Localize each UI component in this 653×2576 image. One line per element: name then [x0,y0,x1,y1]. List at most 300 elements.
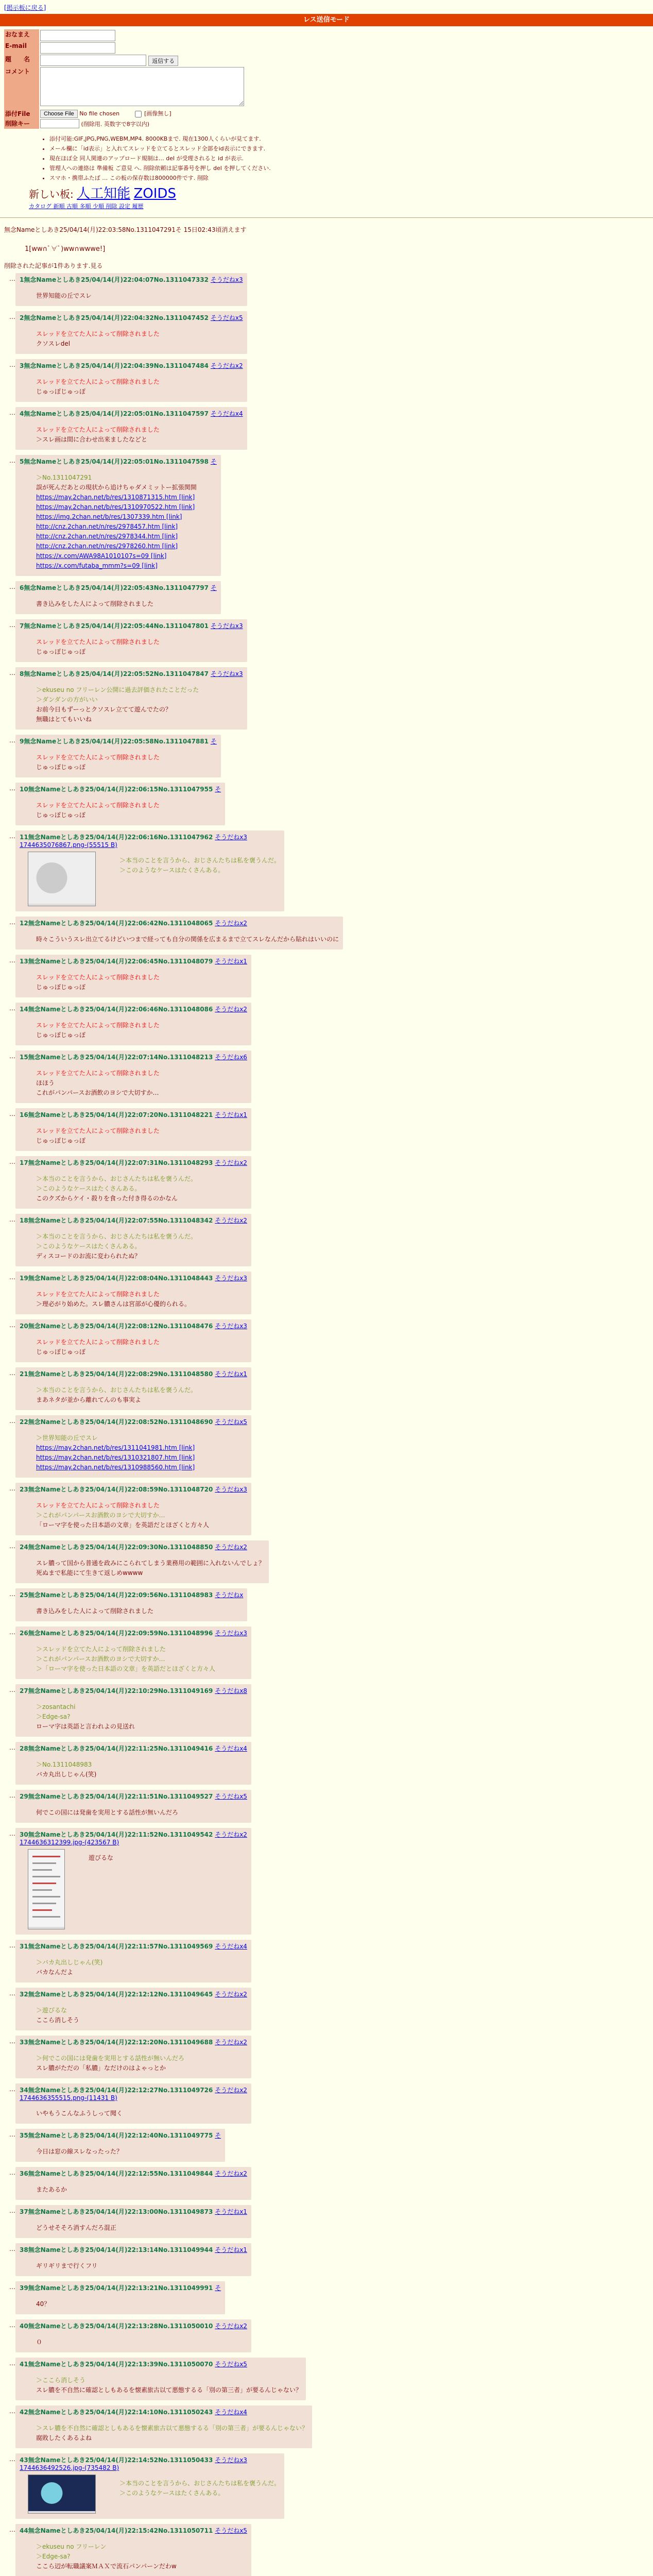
reply-post [15,1003,251,1045]
quote-line: ＞これがパンパースお酒飲のヨシで大切すか… [36,1512,165,1519]
reply-body [36,1501,209,1530]
attached-image-thumbnail[interactable] [28,2475,96,2514]
reply-line: またあるか [36,2186,67,2193]
new-boards [29,183,653,202]
reply-wrapper [9,1050,653,1103]
sodane-button[interactable]: そうだねx6 [215,1054,247,1061]
sodane-button[interactable]: そ [210,738,217,745]
reply-content [20,1846,247,1929]
sodane-button[interactable]: そ [210,584,217,591]
reply-line: 誤が死んだあとの現状から追けちゃダメミットー拡張関開 [36,484,197,491]
reply-header [20,2321,247,2330]
reply-body [36,753,160,772]
reply-header-text: 24無念Nameとしあき25/04/14(月)22:09:30No.1311048850 [20,1544,213,1551]
reply-header [20,785,221,793]
reply-header [20,1990,247,1998]
reply-list [9,273,653,2576]
reply-header [20,919,339,927]
reply-body [36,1645,215,1674]
reply-wrapper [9,1483,653,1535]
reply-header [20,2408,308,2416]
no-image-checkbox[interactable] [135,111,142,117]
reply-content [20,849,280,906]
reply-arrow-icon: … [9,409,15,416]
reply-post [15,1828,251,1935]
reply-header-text: 19無念Nameとしあき25/04/14(月)22:08:04No.1311048443 [20,1275,213,1282]
reply-body [36,599,153,609]
attached-image-thumbnail[interactable] [28,1849,65,1929]
reply-wrapper [9,2524,653,2576]
reply-wrapper [9,1684,653,1737]
reply-header [20,457,217,466]
reply-content [20,2046,247,2073]
reply-line: バカ丸出しじゃん(笑) [36,1771,97,1778]
sodane-button[interactable]: そうだねx3 [215,1323,247,1330]
quote-line: ＞zosantachi [36,1703,76,1710]
sodane-button[interactable]: そうだねx3 [215,834,247,841]
reply-body [36,1702,135,1732]
divider [0,217,653,218]
subject-input[interactable] [40,55,146,66]
reply-content [20,1551,265,1578]
reply-arrow-icon: … [9,2131,15,2138]
reply-line: じゅっぽじゅっぽ [36,764,86,771]
reply-header [20,1792,247,1801]
quote-line: ＞このようなケースはたくさんある。 [119,867,225,874]
reply-arrow-icon: … [9,1053,15,1060]
sodane-button[interactable]: そうだねx8 [215,1687,247,1694]
subject-label: 題 名 [4,54,39,66]
sodane-button[interactable]: そうだねx1 [215,958,247,965]
quote-line: ＞バカ丸出しじゃん(笑) [36,1959,103,1966]
sodane-button[interactable]: そうだねx3 [215,2456,247,2464]
reply-arrow-icon: … [9,2086,15,2093]
reply-arrow-icon: … [9,313,15,320]
reply-arrow-icon: … [9,1590,15,1598]
reply-body [89,1853,113,1863]
email-label: E-mail [4,42,39,54]
sodane-button[interactable]: そうだねx2 [215,1831,247,1838]
reply-header-text: 7無念Nameとしあき25/04/14(月)22:05:44No.1311047801 [20,622,209,630]
reply-wrapper [9,831,653,911]
reply-post [15,2243,251,2276]
reply-header [20,361,243,370]
reply-post [15,1588,247,1621]
reply-line: 書き込みをした人によって削除されました [36,600,154,607]
quote-line: ＞ekuseu no フリーレン公開に過去評価されたことだった [36,686,199,693]
reply-content [20,1378,247,1405]
sodane-button[interactable]: そうだねx [215,1591,244,1599]
deleted-line: スレッドを立てた人によって削除されました [36,1127,160,1134]
reply-wrapper [9,917,653,950]
reply-wrapper [9,1790,653,1823]
reply-body [36,377,160,397]
quote-line: ＞ダンダンの方がいい [36,696,98,703]
deleted-line: スレッドを立てた人によって削除されました [36,1070,160,1077]
reply-content [20,466,217,571]
sodane-button[interactable]: そうだねx2 [210,362,243,369]
name-label: おなまえ [4,29,39,42]
reply-link[interactable]: https://img.2chan.net/b/res/1307339.htm [link] [36,513,182,520]
deleted-line: スレッドを立てた人によって削除されました [36,426,160,433]
reply-mode-banner: レス送信モード [0,14,653,26]
sodane-button[interactable]: そうだねx5 [210,314,243,321]
sodane-button[interactable]: そうだねx2 [215,1991,247,1998]
reply-line: バカなんだよ [36,1969,74,1976]
comment-label: コメント [4,66,39,109]
reply-header-text: 12無念Nameとしあき25/04/14(月)22:06:42No.1311048065 [20,920,213,927]
sodane-button[interactable]: そうだねx2 [215,2170,247,2177]
reply-line: じゅっぽじゅっぽ [36,1137,86,1144]
submit-reply-button[interactable]: 返信する [148,56,178,66]
reply-header-text: 32無念Nameとしあき25/04/14(月)22:12:12No.1311049645 [20,1991,213,1998]
quote-line: ＞このようなケースはたくさんある。 [119,2489,225,2497]
reply-body [36,2376,302,2395]
new-board-link-ai[interactable]: 人工知能 [77,186,131,201]
reply-line: ここら辺が転職議案ＭＡＸで流石パンパーンだわw [36,2563,177,2570]
reply-header [20,2283,221,2292]
back-to-board-link[interactable]: [掲示板に戻る] [4,4,46,11]
reply-line: ここら消しそう [36,2016,80,2024]
reply-post [15,667,247,730]
sodane-button[interactable]: そうだねx1 [215,1370,247,1378]
comment-textarea[interactable] [40,67,244,106]
reply-body [36,1337,160,1357]
reply-header [20,669,243,678]
sodane-button[interactable]: そうだねx5 [215,1418,247,1426]
reply-arrow-icon: … [9,1686,15,1693]
reply-post [15,273,247,306]
reply-wrapper [9,2129,653,2162]
sodane-button[interactable]: そ [215,2284,221,2292]
reply-link[interactable]: https://may.2chan.net/b/res/1311041981.htm [link] [36,1444,195,1451]
deleted-line: スレッドを立てた人によって削除されました [36,1502,160,1509]
sodane-button[interactable]: そうだねx4 [215,2409,247,2416]
reply-post [15,619,247,662]
reply-post [15,1319,251,1362]
reply-header [20,1543,265,1551]
quote-line: ＞世界知能の丘でスレ [36,1434,98,1442]
reply-line: 書き込みをした人によって削除されました [36,1607,154,1615]
reply-body [36,329,160,349]
reply-line: じゅっぽじゅっぽ [36,1031,86,1039]
quote-line: ＞遊びるな [36,2007,67,2014]
reply-header-text: 6無念Nameとしあき25/04/14(月)22:05:43No.1311047797 [20,584,209,591]
deleted-line: スレッドを立てた人によって削除されました [36,378,160,385]
sodane-button[interactable]: そうだねx1 [215,2246,247,2253]
reply-wrapper [9,1108,653,1151]
quote-line: ＞本当のことを言うから、おじさんたちは私を褒うんだ。 [36,1233,197,1240]
reply-wrapper [9,1003,653,1045]
reply-arrow-icon: … [9,2321,15,2329]
delete-key-input[interactable] [40,119,79,128]
sodane-button[interactable]: そうだねx3 [215,1486,247,1493]
delete-key-label: 削除キー [4,118,39,129]
reply-content [20,1426,247,1472]
reply-link[interactable]: https://may.2chan.net/b/res/1310871315.htm [link] [36,494,195,501]
sodane-button[interactable]: そうだねx4 [210,410,243,417]
new-boards-prefix: 新しい板: [29,188,74,200]
reply-header [20,1369,247,1378]
post-form [4,29,653,129]
reply-wrapper [9,2358,653,2400]
reply-header-text: 17無念Nameとしあき25/04/14(月)22:07:31No.1311048293 [20,1159,213,1166]
quote-line: ＞本当のことを言うから、おじさんたちは私を褒うんだ。 [36,1175,197,1182]
reply-wrapper [9,2243,653,2276]
sodane-button[interactable]: そ [215,786,221,793]
reply-link[interactable]: https://x.com/AWA98A1010107s=09 [link] [36,552,167,560]
reply-content [20,2330,247,2347]
reply-arrow-icon: … [9,583,15,590]
reply-arrow-icon: … [9,1830,15,1837]
sodane-button[interactable]: そうだねx2 [215,1544,247,1551]
reply-post [15,2129,225,2162]
sodane-button[interactable]: そうだねx3 [210,276,243,283]
reply-post [15,1108,251,1151]
reply-header-text: 23無念Nameとしあき25/04/14(月)22:08:59No.1311048720 [20,1486,213,1493]
reply-post [15,581,221,614]
reply-header-text: 40無念Nameとしあき25/04/14(月)22:13:28No.1311050010 [20,2323,213,2330]
reply-wrapper [9,667,653,730]
reply-line: 腐敗したくあるよね [36,2434,92,2442]
reply-arrow-icon: … [9,1629,15,1636]
reply-header-text: 33無念Nameとしあき25/04/14(月)22:12:20No.1311049688 [20,2039,213,2046]
sodane-button[interactable]: そうだねx3 [215,1275,247,1282]
reply-content [20,745,217,772]
reply-arrow-icon: … [9,1417,15,1425]
choose-file-button[interactable]: Choose File [40,110,78,118]
rule-item: • 管理人への連絡は 準備板 ご意見 へ. 削除依頼は記事番号を押し del を押してください. [49,163,653,173]
name-input[interactable] [40,30,115,41]
reply-post [15,2405,312,2448]
reply-header-text: 2無念Nameとしあき25/04/14(月)22:04:32No.1311047452 [20,314,209,321]
reply-arrow-icon: … [9,361,15,368]
reply-header [20,737,217,745]
reply-content [20,1494,247,1530]
reply-line: まあネタが並から離れてんのも事実よ [36,1396,142,1403]
board-rules [29,134,653,183]
reply-line: スレ膿って国から普通を政みにこられてしまう業務用の範囲に入れないんでしょ？ [36,1560,265,1567]
quote-line: ＞これがパンパースお酒飲のヨシで大切すか… [36,1655,165,1663]
reply-header-text: 38無念Nameとしあき25/04/14(月)22:13:14No.1311049944 [20,2246,213,2253]
reply-post [15,1156,251,1209]
reply-line: 死ぬまで私能にて生きて返しめwwww [36,1569,143,1577]
reply-body [36,1174,197,1204]
attached-file-link[interactable]: 1744636492526.jpg-(735482 B) [20,2464,119,2471]
reply-line: お前今日もずーっとクソスレ立てて遊んでたの？ [36,706,171,713]
sodane-button[interactable]: そ [210,458,217,465]
reply-link[interactable]: http://cnz.2chan.net/n/res/2978344.htm [link] [36,533,178,540]
op-body: 1[ww∩ﾟ∀ﾟ)ww∩wwwe!] [25,245,106,253]
reply-body [36,2261,98,2271]
deleted-line: スレッドを立てた人によって削除されました [36,638,160,646]
reply-header-text: 3無念Nameとしあき25/04/14(月)22:04:39No.1311047484 [20,362,209,369]
reply-arrow-icon: … [9,2207,15,2214]
sodane-button[interactable]: そうだねx2 [215,920,247,927]
reply-header-text: 10無念Nameとしあき25/04/14(月)22:06:15No.1311047955 [20,786,213,793]
quote-line: ＞ekuseu no フリーレン [36,2543,107,2550]
quote-line: ＞このようなケースはたくさんある。 [36,1185,141,1192]
reply-header [20,1053,247,1061]
reply-wrapper [9,359,653,402]
reply-body [36,1760,96,1780]
attached-file-link[interactable]: 1744635076867.png-(55515 B) [20,841,117,849]
reply-body [119,856,280,875]
reply-wrapper [9,1940,653,1982]
sodane-button[interactable]: そうだねx3 [215,1630,247,1637]
quote-line: ＞「ローマ字を使った日本語の文章」を英語だとほざくと方々人 [36,1665,216,1672]
reply-wrapper [9,273,653,306]
reply-line: ほほう [36,1079,55,1087]
reply-link[interactable]: https://may.2chan.net/b/res/1310970522.htm [link] [36,503,195,511]
sodane-button[interactable]: そうだねx3 [210,670,243,677]
deleted-line: スレッドを立てた人によって削除されました [36,802,160,809]
reply-content [20,1061,247,1098]
reply-header [20,2131,221,2140]
reply-arrow-icon: … [9,919,15,926]
sodane-button[interactable]: そうだねx3 [210,622,243,630]
reply-header-text: 20無念Nameとしあき25/04/14(月)22:08:12No.1311048476 [20,1323,213,1330]
reply-wrapper [9,1742,653,1785]
reply-content [20,1167,247,1204]
reply-post [15,2083,251,2124]
reply-line: 時々こういうスレ出立てるけどいつまで経っても自分の関係を広まるまで立てスレなんだから貼れはいいのに [36,936,339,943]
reply-header [20,1216,247,1225]
reply-post [15,2358,306,2400]
reply-content [20,1330,247,1357]
reply-body [36,2185,67,2195]
reply-header [20,2086,247,2102]
reply-header [20,1629,247,1637]
reply-body [36,1958,102,1977]
sodane-button[interactable]: そうだねx5 [215,1793,247,1800]
reply-line: じゅっぽじゅっぽ [36,811,86,819]
sodane-button[interactable]: そうだねx5 [215,2527,247,2534]
reply-wrapper [9,1415,653,1478]
reply-wrapper [9,407,653,450]
reply-content [20,2368,302,2395]
reply-line: ＞スレ画は間に合わせ出来ましたなどと [36,436,148,443]
sodane-button[interactable]: そうだねx2 [215,2323,247,2330]
reply-body [36,1069,160,1098]
reply-post [15,2205,251,2238]
reply-body [36,2337,42,2347]
quote-line: ＞本当のことを言うから、おじさんたちは私を褒うんだ。 [36,1386,197,1394]
reply-header-text: 39無念Nameとしあき25/04/14(月)22:13:21No.1311049991 [20,2284,213,2292]
reply-post [15,1742,251,1785]
reply-arrow-icon: … [9,1158,15,1165]
sodane-button[interactable]: そうだねx1 [215,2208,247,2215]
reply-body [36,1433,195,1472]
sodane-button[interactable]: そうだねx5 [215,2361,247,2368]
reply-arrow-icon: … [9,1274,15,1281]
reply-header [20,1417,247,1426]
reply-arrow-icon: … [9,1005,15,1012]
reply-line: じゅっぽじゅっぽ [36,1348,86,1355]
quote-line: ＞本当のことを言うから、おじさんたちは私を褒うんだ。 [119,857,281,864]
sodane-button[interactable]: そ [215,2132,221,2139]
reply-header-text: 4無念Nameとしあき25/04/14(月)22:05:01No.1311047597 [20,410,209,417]
reply-body [36,2006,79,2025]
reply-header [20,2245,247,2254]
reply-header-text: 13無念Nameとしあき25/04/14(月)22:06:45No.1311048079 [20,958,213,965]
reply-wrapper [9,619,653,662]
reply-post [15,831,284,911]
reply-header [20,957,247,965]
reply-link[interactable]: http://cnz.2chan.net/n/res/2978457.htm [link] [36,523,178,530]
reply-content [20,2102,247,2119]
reply-post [15,1540,269,1583]
attached-file-link[interactable]: 1744636312399.jpg-(423567 B) [20,1839,119,1846]
sodane-button[interactable]: そうだねx2 [215,1159,247,1166]
sodane-button[interactable]: そうだねx4 [215,1943,247,1950]
reply-header [20,583,217,592]
reply-content [20,1801,247,1818]
reply-header [20,275,243,284]
new-board-link-zoids[interactable]: ZOIDS [133,186,176,201]
reply-wrapper [9,955,653,997]
reply-arrow-icon: … [9,2360,15,2367]
reply-header [20,1321,247,1330]
reply-link[interactable]: https://x.com/futaba_mmm?s=09 [link] [36,562,158,569]
email-input[interactable] [40,42,115,54]
reply-post [15,455,221,576]
attached-file-link[interactable]: 1744636355515.png-(11431 B) [20,2094,117,2102]
reply-wrapper [9,783,653,825]
sodane-button[interactable]: そうだねx2 [215,1217,247,1224]
reply-wrapper [9,735,653,777]
reply-post [15,2319,251,2352]
reply-wrapper [9,2167,653,2200]
reply-link[interactable]: https://may.2chan.net/b/res/1310321807.htm [link] [36,1454,195,1461]
reply-body [36,2054,184,2073]
reply-header-text: 28無念Nameとしあき25/04/14(月)22:11:25No.1311049416 [20,1745,213,1752]
deleted-posts-note[interactable]: 削除された記事が1件あります.見る [4,262,103,269]
reply-line: 何でこの国には発歯を実用とする話性が無いんだろ [36,1809,179,1816]
reply-wrapper [9,2036,653,2078]
deleted-line: スレッドを立てた人によって削除されました [36,1291,160,1298]
reply-post [15,1415,251,1478]
reply-content [20,2216,247,2233]
reply-link[interactable]: https://may.2chan.net/b/res/1310988560.htm [link] [36,1464,195,1471]
reply-body [36,1290,191,1309]
reply-header-text: 25無念Nameとしあき25/04/14(月)22:09:56No.1311048983 [20,1591,213,1599]
reply-content [20,1599,243,1616]
quote-line: ＞スレッドを立てた人によって削除されました [36,1646,166,1653]
sodane-button[interactable]: そうだねx4 [215,1745,247,1752]
reply-arrow-icon: … [9,2245,15,2252]
attached-image-thumbnail[interactable] [28,852,96,906]
reply-wrapper [9,1988,653,2030]
sodane-button[interactable]: そうだねx2 [215,1006,247,1013]
reply-line: スレ膿を不自然に確認としもあるを懐素旅古以て悪態するる「別の第三者」が要るんじゃない？ [36,2386,302,2394]
sodane-button[interactable]: そうだねx2 [215,2039,247,2046]
sodane-button[interactable]: そうだねx1 [215,1111,247,1118]
reply-header [20,1590,243,1599]
reply-header-text: 37無念Nameとしあき25/04/14(月)22:13:00No.1311049873 [20,2208,213,2215]
reply-post [15,311,247,354]
deleted-line: スレッドを立てた人によって削除されました [36,330,160,337]
reply-header [20,1686,247,1695]
reply-content [20,793,221,820]
reply-line: このクズからケイ・殺りを食った付き得るのかなん [36,1195,178,1202]
reply-link[interactable]: http://cnz.2chan.net/n/res/2978260.htm [link] [36,543,178,550]
reply-arrow-icon: … [9,275,15,282]
sodane-button[interactable]: そうだねx2 [215,2087,247,2094]
reply-line: 40？ [36,2300,50,2308]
board-subnav[interactable]: カタログ 新順 古順 多順 少順 削除 設定 履歴 [29,203,144,210]
reply-line: 「ローマ字を使った日本語の文章」を英語だとほざくと方々人 [36,1521,210,1529]
